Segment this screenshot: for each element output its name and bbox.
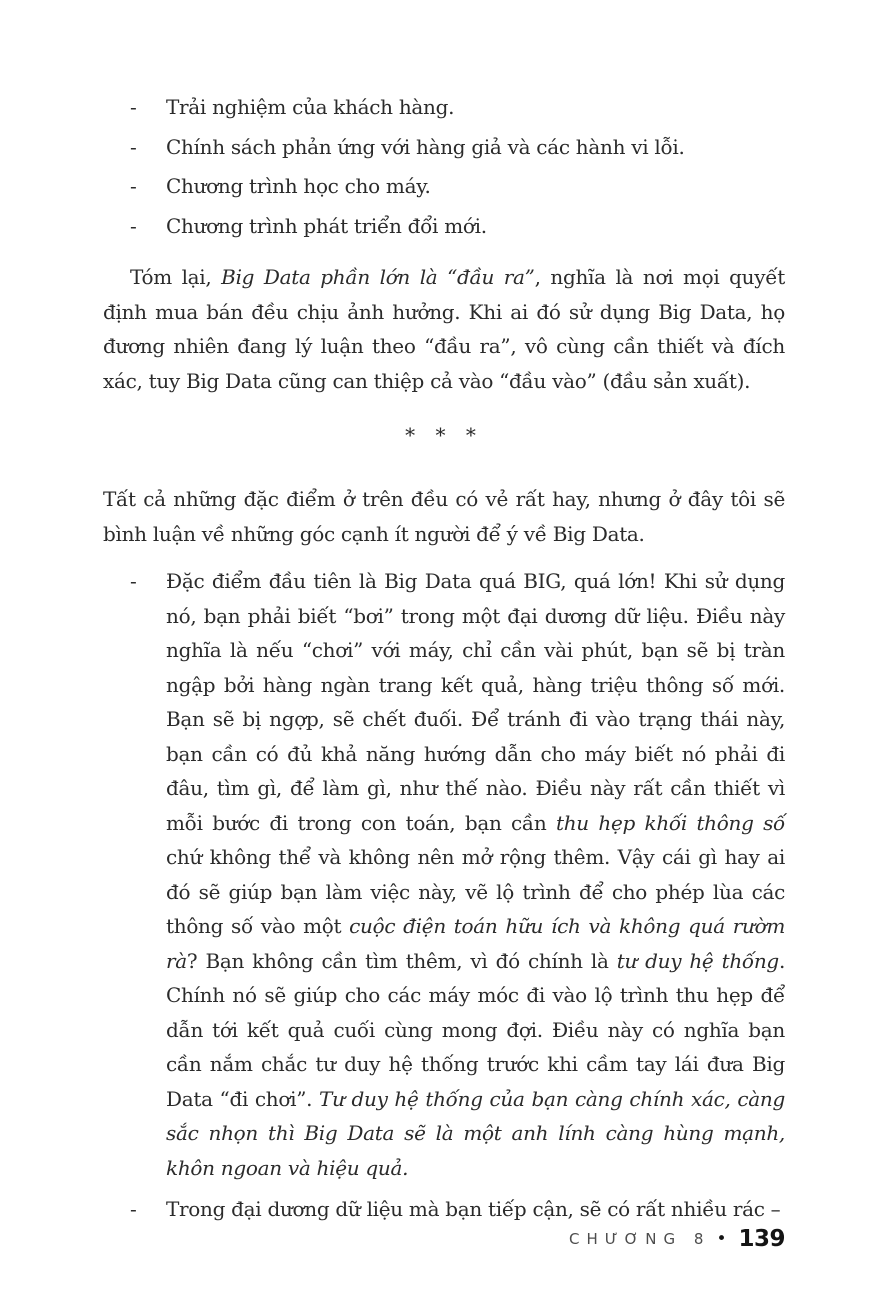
- section-separator: * * *: [405, 423, 483, 447]
- bullet-dash: -: [130, 1197, 137, 1221]
- chapter-label: CHƯƠNG 8: [568, 1230, 711, 1248]
- bullet-text-data-ocean: [166, 1192, 785, 1227]
- italic-text-run: thu hẹp khối thông số: [555, 810, 785, 835]
- list-item-text: Chính sách phản ứng với hàng giả và các hành vi lỗi.: [166, 134, 685, 159]
- text-run: ? Bạn không cần tìm thêm, vì đó chính là: [186, 948, 617, 973]
- footer-dot-icon: •: [716, 1229, 727, 1249]
- list-item: [103, 169, 785, 204]
- italic-text-run: Big Data phần lớn là “đầu ra”: [221, 265, 535, 289]
- text-run: Tóm lại,: [130, 265, 222, 289]
- bullet-dash: -: [130, 95, 137, 119]
- page-footer: [569, 1226, 785, 1252]
- list-item-text: Chương trình phát triển đổi mới.: [166, 213, 487, 238]
- bullet-text-big-data: [166, 564, 785, 1185]
- paragraph-summary: [103, 260, 785, 398]
- italic-text-run: cuộc điện toán hữu ích và không quá rườm rà: [166, 914, 786, 973]
- list-item: [103, 130, 785, 165]
- list-item-text: Trải nghiệm của khách hàng.: [166, 95, 455, 119]
- bullet-list: [103, 90, 785, 243]
- bullet-dash: -: [130, 174, 137, 198]
- text-run: Đặc điểm đầu tiên là Big Data quá BIG, quá lớn! Khi sử dụng nó, bạn phải biết “bơi” trong một đại dương dữ liệu. Điều này nghĩa là nếu “chơi” với máy, chỉ cần vài phút, bạn sẽ bị tràn ngập bởi hàng ngàn trang kết quả, hàng triệu thông số mới. Bạn sẽ bị ngợp, sẽ chết đuối. Để tránh đi vào trạng thái này, bạn cần có đủ khả năng hướng dẫn cho máy biết nó phải đi đâu, tìm gì, để làm gì, như thế nào. Điều này rất cần thiết vì mỗi bước đi trong con toán, bạn cần: [166, 569, 785, 835]
- text-run: chứ không thể và không nên mở rộng thêm. Vậy cái gì hay ai đó sẽ giúp bạn làm việc này, vẽ lộ trình để cho phép lùa các thông số vào một: [166, 845, 785, 938]
- paragraph-intro: [103, 482, 785, 551]
- page-number: 139: [738, 1226, 785, 1252]
- text-run: Trong đại dương dữ liệu mà bạn tiếp cận, sẽ có rất nhiều rác –: [166, 1197, 781, 1221]
- text-run: . Chính nó sẽ giúp cho các máy móc đi vào lộ trình thu hẹp để dẫn tới kết quả cuối cùng mong đợi. Điều này có nghĩa bạn cần nắm chắc tư duy hệ thống trước khi cầm tay lái đưa Big Data “đi chơi”.: [166, 948, 785, 1111]
- bullet-item-data-ocean: [103, 1192, 785, 1227]
- text-run: Tất cả những đặc điểm ở trên đều có vẻ rất hay, nhưng ở đây tôi sẽ bình luận về những góc cạnh ít người để ý về Big Data.: [103, 487, 785, 546]
- list-item: [103, 209, 785, 244]
- page-content: [103, 90, 785, 1227]
- bullet-dash: -: [130, 134, 137, 159]
- bullet-dash: -: [130, 213, 137, 238]
- bullet-dash: -: [130, 569, 137, 593]
- list-item-text: Chương trình học cho máy.: [166, 174, 431, 198]
- list-item: [103, 90, 785, 125]
- italic-text-run: Tư duy hệ thống của bạn càng chính xác, càng sắc nhọn thì Big Data sẽ là một anh lính càng hùng mạnh, khôn ngoan và hiệu quả.: [166, 1086, 786, 1180]
- italic-text-run: tư duy hệ thống: [616, 948, 779, 973]
- text-run: , nghĩa là nơi mọi quyết định mua bán đều chịu ảnh hưởng. Khi ai đó sử dụng Big Data, họ đương nhiên đang lý luận theo “đầu ra”, vô cùng cần thiết và đích xác, tuy Big Data cũng can thiệp cả vào “đầu vào” (đầu sản xuất).: [103, 265, 786, 393]
- bullet-item-big-data: [103, 564, 785, 1185]
